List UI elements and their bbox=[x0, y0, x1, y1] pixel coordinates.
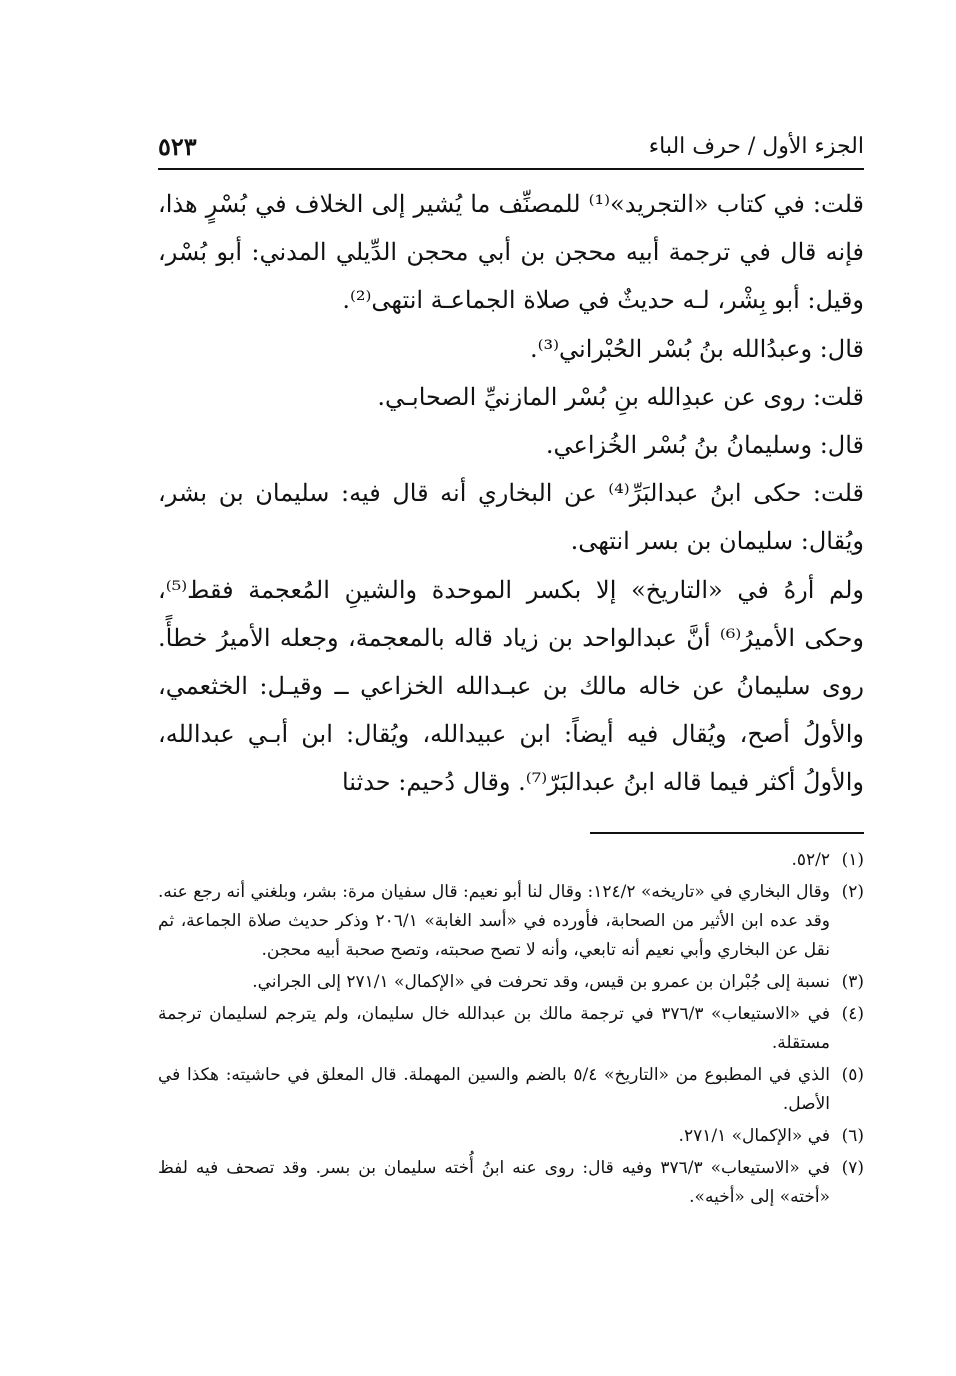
footnote-number: (٥) bbox=[841, 1065, 864, 1085]
footnote bbox=[158, 846, 864, 875]
footnote-number: (١) bbox=[841, 850, 864, 870]
footnote-text: في «الإكمال» ٢٧١/١. bbox=[678, 1126, 830, 1146]
main-text bbox=[158, 180, 864, 807]
paragraph: قلت: روى عن عبدِالله بنِ بُسْر المازنيِّ الصحابـي. bbox=[377, 382, 864, 411]
footnote-text: في «الاستيعاب» ٣٧٦/٣ في ترجمة مالك بن عبدالله خال سليمان، ولم يترجم لسليمان ترجمة مستقلة. bbox=[158, 1004, 830, 1053]
footnote-text: ٥٢/٢. bbox=[791, 850, 830, 870]
footnote-text: وقال البخاري في «تاريخه» ١٢٤/٢: وقال لنا أبو نعيم: قال سفيان مرة: بشر، وبلغني أنه رجع عنه. وقد عده ابن الأثير من الصحابة، فأورده في «أسد الغابة» ٢٠٦/١ وذكر حديث صلاة الجماعة، ثم نقل عن البخاري وأبي نعيم أنه تابعي، وأنه لا تصح صحبته، وتصح صحبة أبيه محجن. bbox=[158, 882, 830, 960]
footnote-text: الذي في المطبوع من «التاريخ» ٥/٤ بالضم والسين المهملة. قال المعلق في حاشيته: هكذا في الأصل. bbox=[158, 1065, 830, 1114]
footnote-text: نسبة إلى جُبْران بن عمرو بن قيس، وقد تحرفت في «الإكمال» ٢٧١/١ إلى الجراني. bbox=[252, 972, 830, 992]
footnote bbox=[158, 878, 864, 965]
paragraph: قلت: حكى ابنُ عبدالبَرِّ⁽⁴⁾ عن البخاري أنه قال فيه: سليمان بن بشر، ويُقال: سليمان بن بسر انتهى. bbox=[158, 479, 864, 556]
footnote bbox=[158, 1000, 864, 1058]
paragraph: ولم أرهُ في «التاريخ» إلا بكسر الموحدة والشينِ المُعجمة فقط⁽⁵⁾، وحكى الأميرُ⁽⁶⁾ أنَّ عبدالواحد بن زياد قاله بالمعجمة، وجعله الأميرُ خطأً. روى سليمانُ عن خاله مالك بن عبـدالله الخزاعي ــ وقيـل: الخثعمي، والأولُ أصح، ويُقال فيه أيضاً: ابن عبيدالله، ويُقال: ابن أبـي عبدالله، والأولُ أكثر فيما قاله ابنُ عبدالبَرّ⁽⁷⁾. وقال دُحيم: حدثنا bbox=[158, 575, 865, 797]
footnote-number: (٦) bbox=[841, 1126, 864, 1146]
paragraph: قلت: في كتاب «التجريد»⁽¹⁾ للمصنِّف ما يُشير إلى الخلاف في بُسْرٍ هذا، فإنه قال في ترجمة أبيه محجن بن أبي محجن الدِّيلي المدني: أبو بُسْر، وقيل: أبو بِشْر، لـه حديثٌ في صلاة الجماعـة انتهى⁽²⁾. bbox=[158, 190, 864, 315]
footnote-number: (٤) bbox=[841, 1004, 864, 1024]
footnote-divider bbox=[590, 832, 864, 834]
page-number: ٥٢٣ bbox=[158, 132, 197, 161]
paragraph: قال: وسليمانُ بنُ بُسْر الخُزاعي. bbox=[545, 431, 864, 460]
footnotes bbox=[158, 846, 864, 1215]
footnote bbox=[158, 1061, 864, 1119]
footnote-number: (٣) bbox=[841, 972, 864, 992]
footnote bbox=[158, 968, 864, 997]
footnote bbox=[158, 1154, 864, 1212]
running-title: الجزء الأول / حرف الباء bbox=[648, 134, 864, 159]
paragraph: قال: وعبدُالله بنُ بُسْر الحُبْراني⁽³⁾. bbox=[529, 334, 864, 363]
footnote-number: (٧) bbox=[841, 1158, 864, 1178]
footnote bbox=[158, 1122, 864, 1151]
footnote-text: في «الاستيعاب» ٣٧٦/٣ وفيه قال: روى عنه ابنُ أُخته سليمان بن بسر. وقد تصحف فيه لفظ «أخته» إلى «أخيه». bbox=[158, 1158, 831, 1207]
footnote-number: (٢) bbox=[841, 882, 864, 902]
page-header bbox=[158, 128, 864, 170]
